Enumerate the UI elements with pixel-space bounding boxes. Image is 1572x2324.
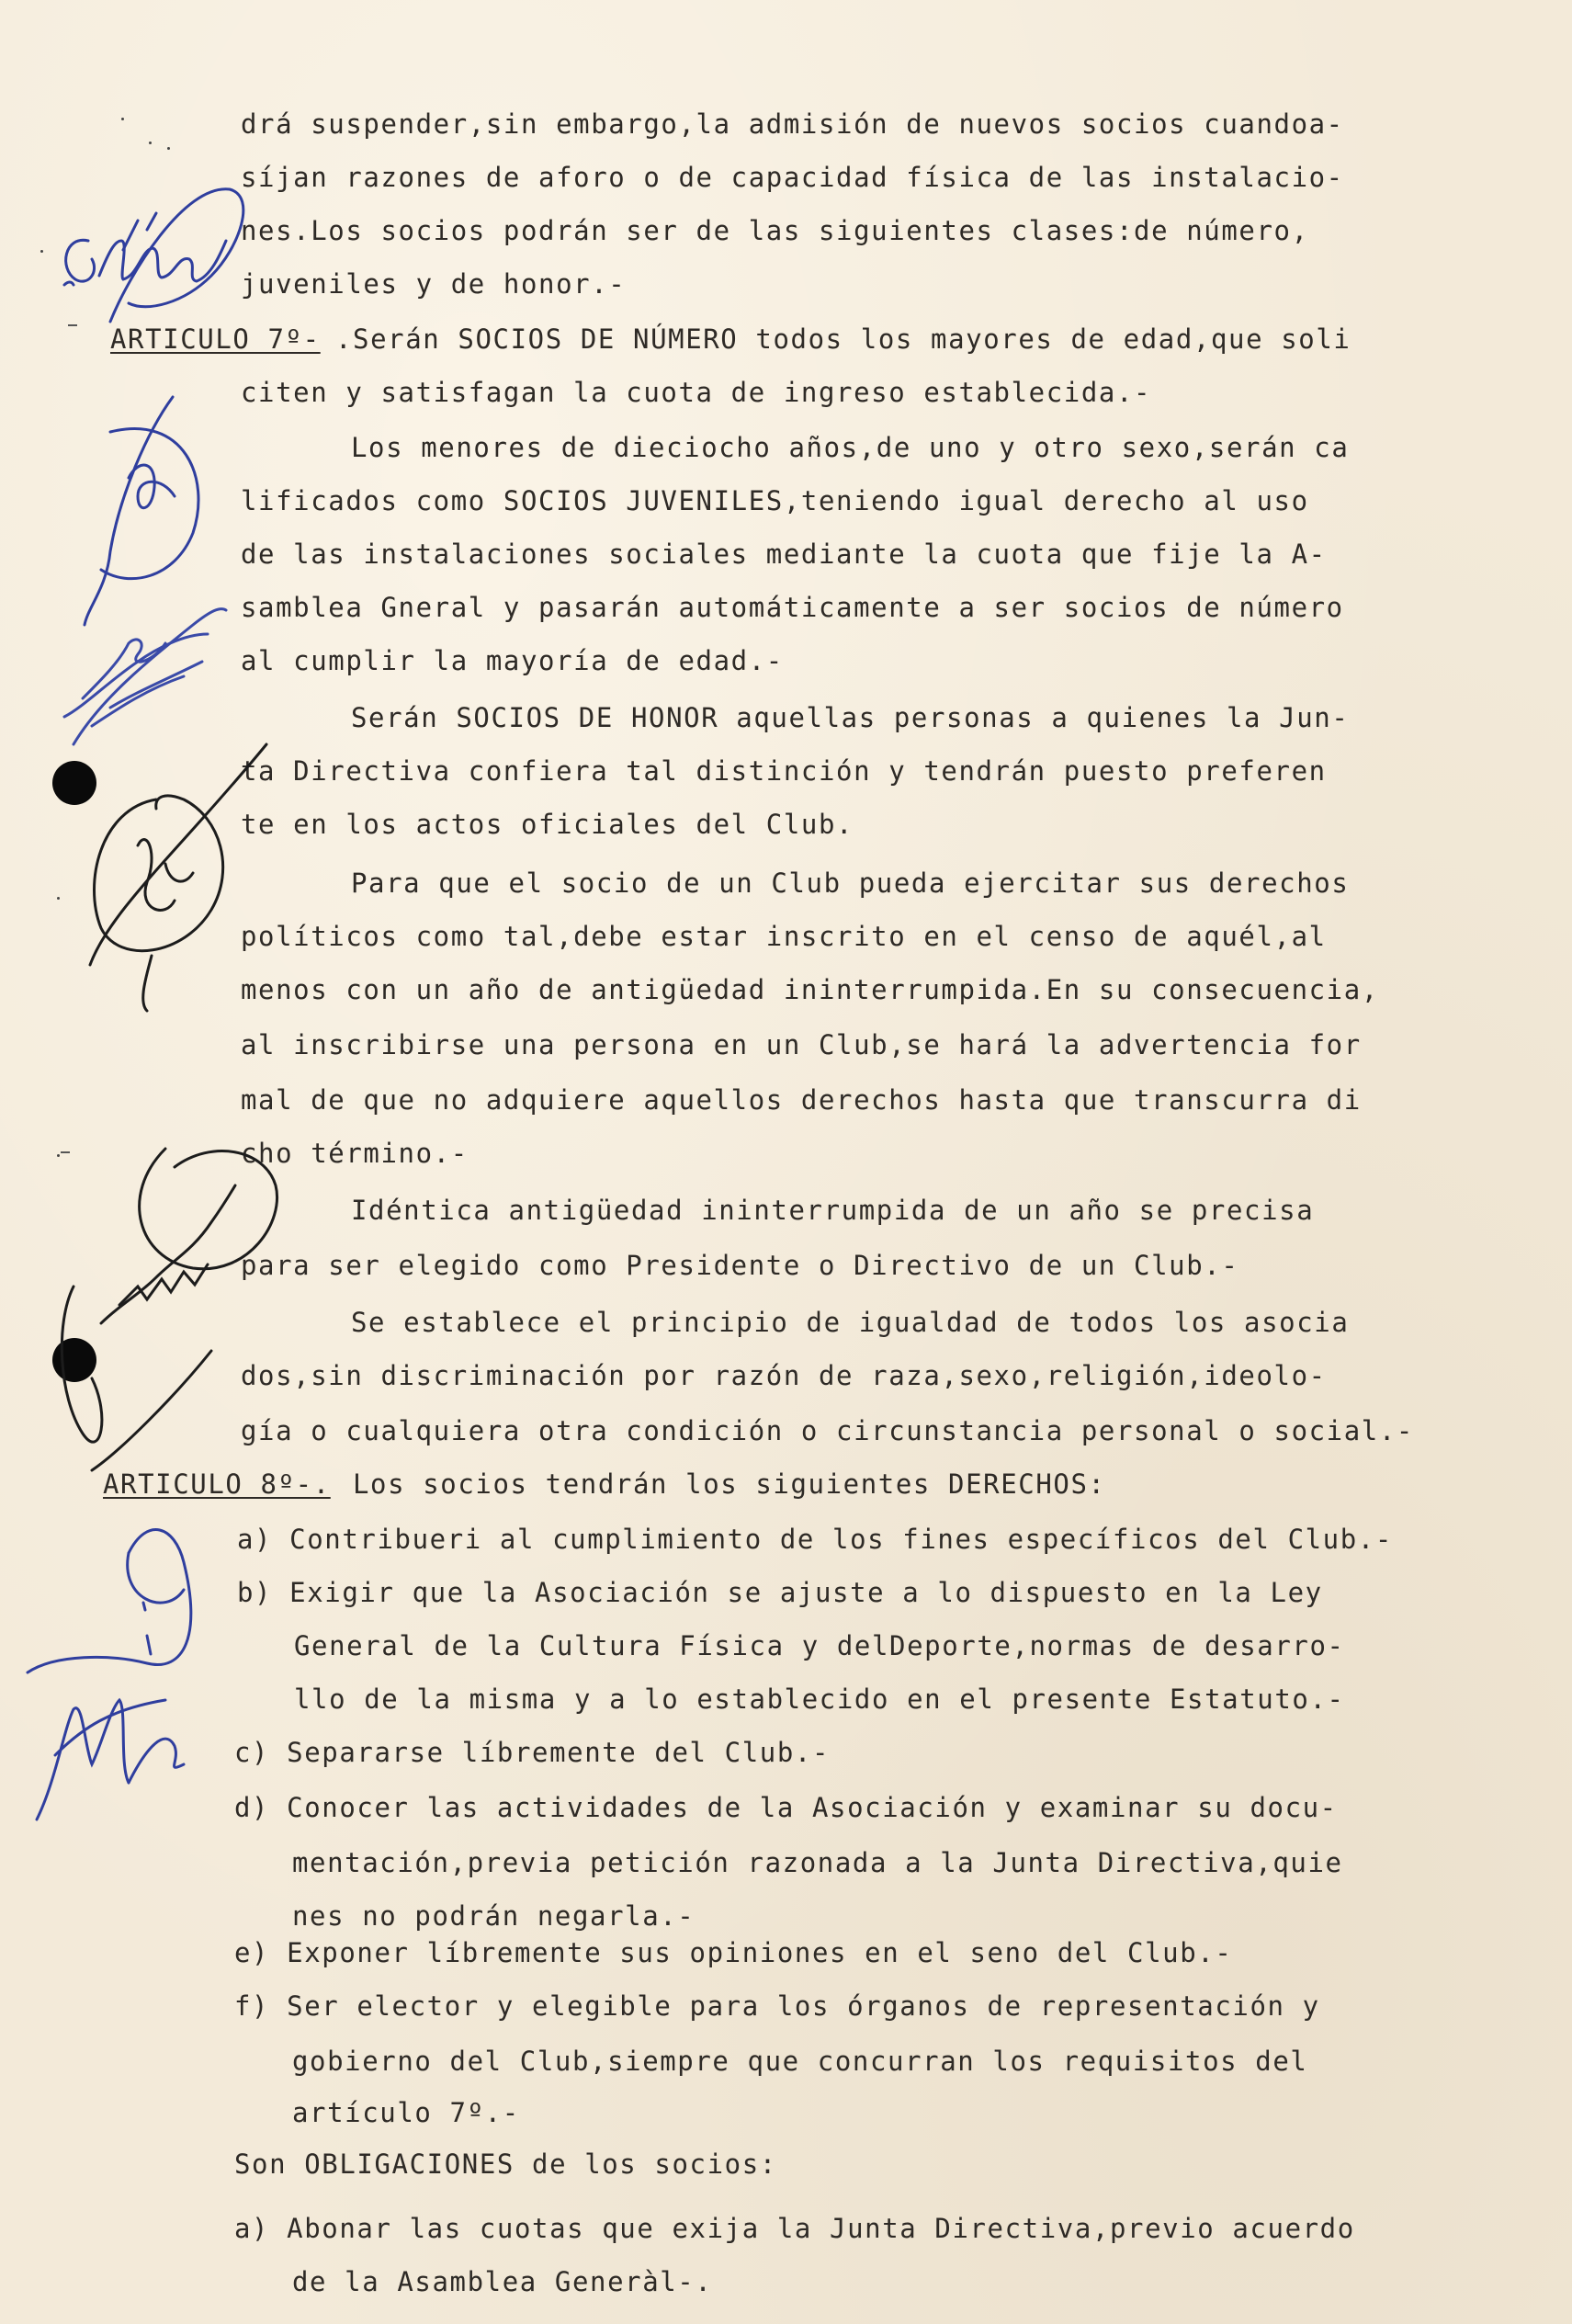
text-line-26: Los socios tendrán los siguientes DERECHOS: bbox=[353, 1468, 1106, 1500]
text-line-17: menos con un año de antigüedad ininterrumpida.En su consecuencia, bbox=[241, 974, 1379, 1005]
text-line-39: Son OBLIGACIONES de los socios: bbox=[234, 2148, 777, 2180]
text-line-40: a) Abonar las cuotas que exija la Junta Directiva,previo acuerdo bbox=[234, 2213, 1355, 2244]
margin-signatures bbox=[0, 0, 294, 2324]
signature-4 bbox=[90, 744, 266, 1011]
text-line-24: dos,sin discriminación por razón de raza,sexo,religión,ideolo- bbox=[241, 1360, 1327, 1391]
text-line-31: c) Separarse líbremente del Club.- bbox=[234, 1737, 831, 1768]
text-line-10: samblea Gneral y pasarán automáticamente a ser socios de número bbox=[241, 592, 1344, 623]
text-line-33: mentación,previa petición razonada a la Junta Directiva,quie bbox=[292, 1847, 1343, 1878]
text-line-41: de la Asamblea Generàl-. bbox=[292, 2266, 713, 2297]
signature-5 bbox=[62, 1149, 277, 1470]
text-line-5: .Serán SOCIOS DE NÚMERO todos los mayores de edad,que soli bbox=[335, 323, 1351, 355]
text-line-15: Para que el socio de un Club pueda ejercitar sus derechos bbox=[351, 867, 1350, 899]
text-line-34: nes no podrán negarla.- bbox=[292, 1900, 696, 1932]
text-line-36: f) Ser elector y elegible para los órganos de representación y bbox=[234, 1990, 1320, 2022]
margin-marks bbox=[61, 325, 77, 1152]
text-line-8: lificados como SOCIOS JUVENILES,teniendo igual derecho al uso bbox=[241, 485, 1309, 516]
text-line-2: síjan razones de aforo o de capacidad física de las instalacio- bbox=[241, 162, 1344, 193]
text-line-9: de las instalaciones sociales mediante la cuota que fije la A- bbox=[241, 538, 1327, 570]
text-line-16: políticos como tal,debe estar inscrito en el censo de aquél,al bbox=[241, 921, 1327, 952]
text-line-18: al inscribirse una persona en un Club,se hará la advertencia for bbox=[241, 1029, 1362, 1060]
text-line-1: drá suspender,sin embargo,la admisión de nuevos socios cuandoa- bbox=[241, 108, 1344, 140]
text-line-11: al cumplir la mayoría de edad.- bbox=[241, 645, 784, 676]
text-line-25: gía o cualquiera otra condición o circunstancia personal o social.- bbox=[241, 1415, 1414, 1446]
text-line-14: te en los actos oficiales del Club. bbox=[241, 809, 854, 840]
text-line-29: General de la Cultura Física y delDeporte,normas de desarro- bbox=[294, 1630, 1345, 1661]
signature-3 bbox=[64, 609, 226, 744]
signature-1 bbox=[64, 189, 243, 322]
text-line-3: nes.Los socios podrán ser de las siguientes clases:de número, bbox=[241, 215, 1309, 246]
text-line-13: ta Directiva confiera tal distinción y tendrán puesto preferen bbox=[241, 755, 1327, 787]
text-line-38: artículo 7º.- bbox=[292, 2097, 520, 2128]
heading-articulo-7: ARTICULO 7º- bbox=[110, 323, 321, 355]
text-line-7: Los menores de dieciocho años,de uno y otro sexo,serán ca bbox=[351, 432, 1350, 463]
text-line-22: para ser elegido como Presidente o Directivo de un Club.- bbox=[241, 1250, 1239, 1281]
signature-2 bbox=[85, 397, 198, 625]
text-line-4: juveniles y de honor.- bbox=[241, 268, 627, 300]
signature-6 bbox=[28, 1530, 191, 1820]
text-line-6: citen y satisfagan la cuota de ingreso establecida.- bbox=[241, 377, 1152, 408]
text-line-37: gobierno del Club,siempre que concurran los requisitos del bbox=[292, 2046, 1308, 2077]
heading-articulo-8: ARTICULO 8º-. bbox=[103, 1468, 331, 1500]
text-line-35: e) Exponer líbremente sus opiniones en el seno del Club.- bbox=[234, 1937, 1233, 1968]
text-line-23: Se establece el principio de igualdad de todos los asocia bbox=[351, 1307, 1350, 1338]
text-line-12: Serán SOCIOS DE HONOR aquellas personas a quienes la Jun- bbox=[351, 702, 1350, 733]
text-line-19: mal de que no adquiere aquellos derechos hasta que transcurra di bbox=[241, 1084, 1362, 1116]
text-line-20: cho término.- bbox=[241, 1138, 469, 1169]
text-line-27: a) Contribueri al cumplimiento de los fines específicos del Club.- bbox=[237, 1524, 1393, 1555]
text-line-32: d) Conocer las actividades de la Asociación y examinar su docu- bbox=[234, 1792, 1338, 1823]
text-line-21: Idéntica antigüedad ininterrumpida de un año se precisa bbox=[351, 1195, 1315, 1226]
text-line-30: llo de la misma y a lo establecido en el presente Estatuto.- bbox=[294, 1683, 1345, 1715]
text-line-28: b) Exigir que la Asociación se ajuste a lo dispuesto en la Ley bbox=[237, 1577, 1323, 1608]
